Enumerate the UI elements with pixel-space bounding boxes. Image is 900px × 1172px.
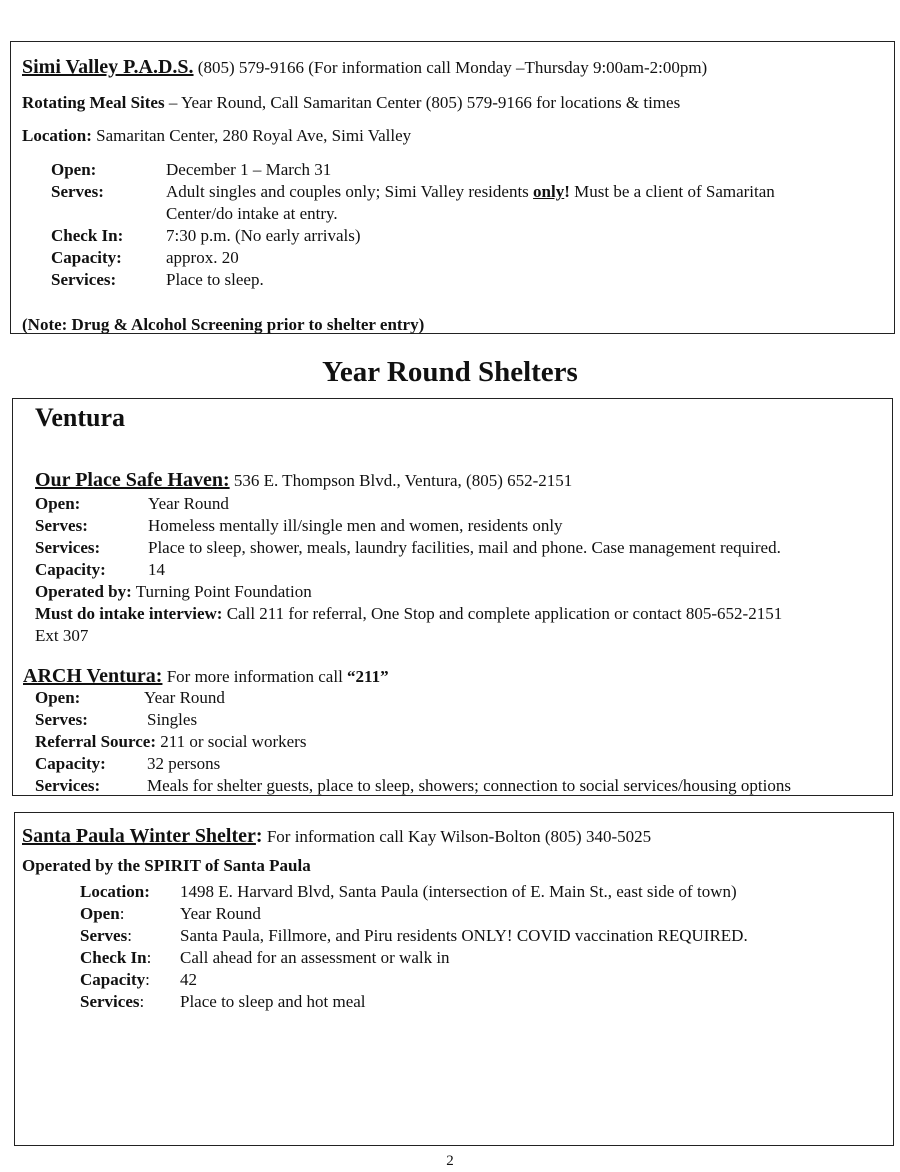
sp-open-label-wrap [80,903,124,925]
simi-serves-value-line2: Center/do intake at entry. [166,204,338,223]
arch-name: ARCH Ventura: [23,665,163,687]
ops-serves-label: Serves: [35,516,88,535]
arch-info-number: “211” [347,667,389,686]
simi-meal-label: Rotating Meal Sites [22,93,165,112]
ventura-box [12,398,893,796]
ops-services-label: Services: [35,538,101,557]
ops-capacity-value: 14 [148,560,165,579]
sp-checkin-label-wrap [80,947,151,969]
ops-services-value: Place to sleep, shower, meals, laundry facilities, mail and phone. Case management required. [148,538,781,557]
simi-phone-info: (805) 579-9166 (For information call Monday –Thursday 9:00am-2:00pm) [193,58,708,77]
ops-intake-value-line2: Ext 307 [35,626,89,645]
ops-operated-value: Turning Point Foundation [131,582,312,601]
arch-capacity-label: Capacity: [35,754,106,773]
arch-capacity-value: 32 persons [147,754,221,773]
sp-open-colon: : [119,904,125,923]
arch-header-line [23,665,389,688]
sp-open-value: Year Round [180,904,261,923]
sp-serves-value: Santa Paula, Fillmore, and Piru residents ONLY! COVID vaccination REQUIRED. [180,926,748,945]
sp-location-label: Location: [80,882,150,901]
sp-services-colon: : [139,992,145,1011]
simi-location-line [22,125,411,147]
ops-address: 536 E. Thompson Blvd., Ventura, (805) 652-2151 [229,471,573,490]
simi-org-name: Simi Valley P.A.D.S. [22,56,194,78]
simi-serves-value: Adult singles and couples only; Simi Valley residents only! Must be a client of Samaritan [166,182,775,201]
santa-paula-box [14,812,894,1146]
sp-services-label-wrap [80,991,144,1013]
simi-services-label: Services: [51,270,117,289]
ops-open-label: Open: [35,494,81,513]
simi-serves-emph: only [533,182,565,201]
arch-open-label: Open: [35,688,81,707]
sp-info: For information call Kay Wilson-Bolton (805) 340-5025 [262,827,652,846]
simi-capacity-value: approx. 20 [166,248,239,267]
simi-open-value: December 1 – March 31 [166,160,332,179]
sp-open-label: Open [80,904,120,923]
sp-services-value: Place to sleep and hot meal [180,992,366,1011]
arch-services-value: Meals for shelter guests, place to sleep, showers; connection to social services/housing options [147,776,791,795]
simi-meal-text: – Year Round, Call Samaritan Center (805) 579-9166 for locations & times [164,93,681,112]
simi-location-text: Samaritan Center, 280 Royal Ave, Simi Valley [91,126,412,145]
sp-capacity-colon: : [145,970,150,989]
sp-checkin-value: Call ahead for an assessment or walk in [180,948,450,967]
simi-serves-label: Serves: [51,182,104,201]
ops-open-value: Year Round [148,494,229,513]
simi-capacity-label: Capacity: [51,248,122,267]
arch-referral-label: Referral Source: [35,732,156,751]
page-number: 2 [446,1153,454,1169]
ops-capacity-label: Capacity: [35,560,106,579]
ops-operated-line [35,581,312,603]
sp-checkin-colon: : [146,948,152,967]
simi-checkin-label: Check In: [51,226,124,245]
sp-operated: Operated by the SPIRIT of Santa Paula [22,856,311,875]
sp-name-colon: : [255,825,263,847]
sp-serves-label-wrap [80,925,132,947]
sp-checkin-label: Check In [80,948,147,967]
sp-location-value: 1498 E. Harvard Blvd, Santa Paula (intersection of E. Main St., east side of town) [180,882,737,901]
ventura-city-heading: Ventura [35,403,126,432]
sp-capacity-label-wrap [80,969,150,991]
simi-checkin-value: 7:30 p.m. (No early arrivals) [166,226,361,245]
ops-header-line [35,469,572,492]
ops-intake-label: Must do intake interview: [35,604,223,623]
simi-location-label: Location: [22,126,92,145]
simi-open-label: Open: [51,160,97,179]
sp-header-line [22,825,651,848]
sp-capacity-label: Capacity [80,970,146,989]
simi-serves-text-a: Adult singles and couples only; Simi Valley residents [166,182,534,201]
sp-capacity-value: 42 [180,970,197,989]
arch-serves-value: Singles [147,710,198,729]
simi-valley-pads-box [10,41,895,334]
arch-services-label: Services: [35,776,101,795]
simi-note: (Note: Drug & Alcohol Screening prior to shelter entry) [22,315,425,334]
section-title: Year Round Shelters [322,356,578,388]
simi-services-value: Place to sleep. [166,270,264,289]
arch-referral-line [35,731,306,753]
ops-operated-label: Operated by: [35,582,132,601]
ops-name: Our Place Safe Haven: [35,469,230,491]
sp-services-label: Services [80,992,140,1011]
sp-name: Santa Paula Winter Shelter [22,825,256,847]
simi-header-line [22,56,707,79]
simi-meal-line [22,92,680,114]
sp-serves-colon: : [127,926,132,945]
arch-referral-value: 211 or social workers [156,732,307,751]
ops-serves-value: Homeless mentally ill/single men and women, residents only [148,516,563,535]
ops-intake-line [35,603,782,625]
ops-intake-value: Call 211 for referral, One Stop and complete application or contact 805-652-2151 [222,604,783,623]
sp-serves-label: Serves [80,926,128,945]
arch-info-text: For more information call [162,667,348,686]
arch-open-value: Year Round [144,688,225,707]
arch-serves-label: Serves: [35,710,88,729]
simi-serves-text-b: Must be a client of Samaritan [569,182,775,201]
